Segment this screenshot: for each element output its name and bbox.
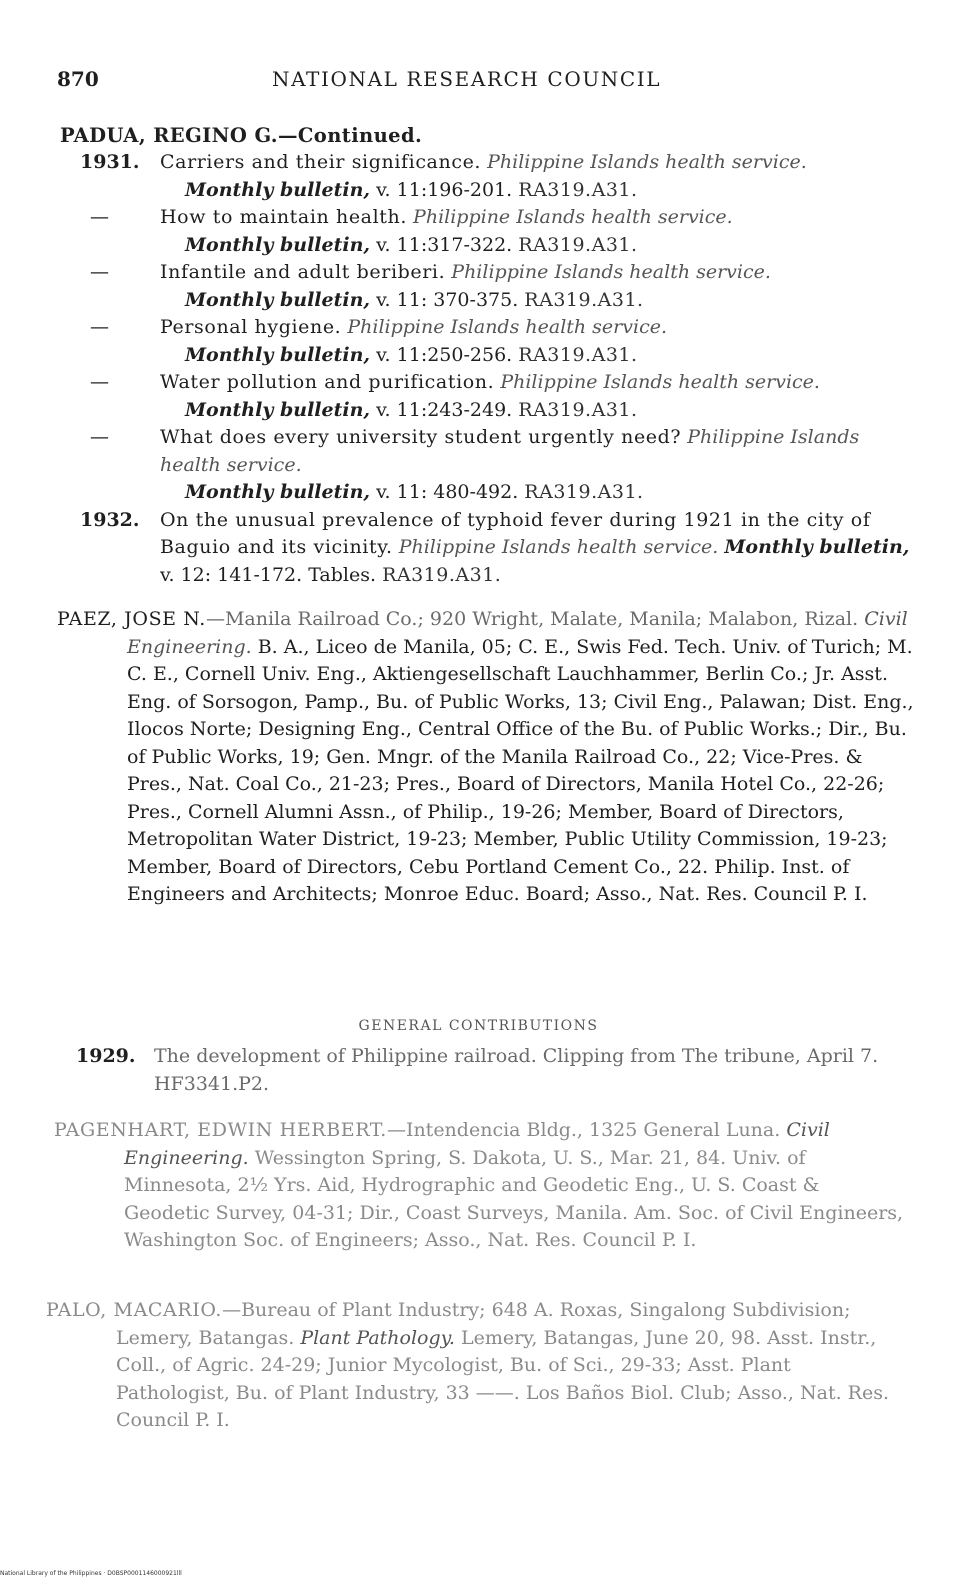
citation-entry — [80, 369, 920, 424]
citation-title: How to maintain health. — [160, 206, 407, 228]
person-field: Civil Engineering. — [124, 1119, 830, 1169]
citation-source: Philippine Islands health service. — [413, 206, 733, 228]
citation-serial: Monthly bulletin, — [185, 178, 371, 201]
citation-year: — — [90, 316, 109, 338]
citation-title: Infantile and adult beriberi. — [160, 261, 446, 283]
citation-callnumber: RA319.A31. — [518, 233, 638, 256]
person-name: PAEZ, JOSE N. — [57, 608, 206, 630]
paez-contributions — [76, 1043, 911, 1098]
citation-year: 1932. — [80, 508, 140, 531]
citation-callnumber: RA319.A31. — [518, 178, 638, 201]
citation-callnumber: RA319.A31. — [524, 481, 644, 503]
citation-callnumber: RA319.A31. — [524, 288, 644, 311]
citation-year: — — [90, 371, 109, 393]
citation-callnumber: RA319.A31. — [382, 563, 502, 586]
citation-details: v. 11:196-201. — [376, 178, 513, 201]
section-heading: GENERAL CONTRIBUTIONS — [358, 1018, 599, 1034]
person-address: —Manila Railroad Co.; 920 Wright, Malate, Manila; Malabon, Rizal. — [205, 608, 859, 630]
citation-serial: Monthly bulletin, — [185, 398, 371, 421]
citation-source: Philippine Islands health service. — [398, 536, 719, 558]
citation-callnumber: RA319.A31. — [518, 398, 638, 421]
citation-serial: Monthly bulletin, — [185, 343, 371, 366]
citation-details: v. 11:317-322. — [376, 233, 513, 256]
page-number: 870 — [57, 67, 99, 91]
citation-details: v. 12: 141-172. Tables. — [160, 563, 377, 586]
person-address: —Intendencia Bldg., 1325 General Luna. — [386, 1119, 781, 1141]
citation-entry — [80, 204, 920, 259]
footer-label: National Library of the Philippines · D0BSP0001146000921lll — [0, 1570, 182, 1577]
citation-serial: Monthly bulletin, — [185, 288, 371, 311]
person-address: —Bureau of Plant Industry; 648 A. Roxas, Singalong Subdivision; Lemery, Batangas. — [116, 1299, 851, 1349]
running-title: NATIONAL RESEARCH COUNCIL — [272, 67, 662, 91]
citation-details: v. 11: 480-492. — [376, 481, 519, 503]
citation-entry — [80, 507, 920, 590]
citation-details: v. 11:243-249. — [376, 398, 513, 421]
citation-callnumber: RA319.A31. — [518, 343, 638, 366]
citation-serial: Monthly bulletin, — [185, 233, 371, 256]
citation-source: Philippine Islands health service. — [500, 371, 820, 393]
citation-title: What does every university student urgently need? — [160, 426, 682, 448]
citation-entry — [80, 259, 920, 314]
citation-entry — [80, 424, 920, 507]
citation-title: Water pollution and purification. — [160, 371, 495, 393]
palo-entry — [46, 1297, 906, 1435]
contribution-year: 1929. — [76, 1045, 136, 1067]
padua-entries — [80, 149, 920, 589]
person-bio: B. A., Liceo de Manila, 05; C. E., Swis Fed. Tech. Univ. of Turich; M. C. E., Cornell Univ. Eng., Aktiengesellschaft Lauchhammer, Berlin Co.; Jr. Asst. Eng. of Sorsogon, Pamp., Bu. of Public Works, 13; Civil Eng., Palawan; Dist. Eng., Ilocos Norte; Designing Eng., Central Office of the Bu. of Public Works.; Dir., Bu. of Public Works, 19; Gen. Mngr. of the Manila Railroad Co., 22; Vice-Pres. & Pres., Nat. Coal Co., 21-23; Pres., Board of Directors, Manila Hotel Co., 22-26; Pres., Cornell Alumni Assn., of Philip., 19-26; Member, Board of Directors, Metropolitan Water District, 19-23; Member, Public Utility Commission, 19-23; Member, Board of Directors, Cebu Portland Cement Co., 22. Philip. Inst. of Engineers and Architects; Monroe Educ. Board; Asso., Nat. Res. Council P. I. — [127, 635, 914, 905]
person-name: PALO, MACARIO. — [46, 1299, 223, 1321]
padua-heading: PADUA, REGINO G.—Continued. — [60, 124, 423, 147]
person-field: Plant Pathology. — [300, 1326, 455, 1349]
contribution-entry — [76, 1043, 911, 1098]
citation-details: v. 11:250-256. — [376, 343, 513, 366]
person-bio: Lemery, Batangas, June 20, 98. Asst. Instr., Coll., of Agric. 24-29; Junior Mycologist, Bu. of Sci., 29-33; Asst. Plant Pathologist, Bu. of Plant Industry, 33 ——. Los Baños Biol. Club; Asso., Nat. Res. Council P. I. — [116, 1326, 890, 1431]
citation-title: Carriers and their significance. — [160, 151, 482, 173]
citation-year: — — [90, 261, 109, 283]
citation-details: v. 11: 370-375. — [376, 288, 519, 311]
citation-title: On the unusual prevalence of typhoid fever during 1921 in the city of Baguio and its vicinity. — [160, 508, 871, 558]
citation-year: 1931. — [80, 151, 140, 173]
citation-serial: Monthly bulletin, — [724, 536, 910, 558]
contribution-text: The development of Philippine railroad. Clipping from The tribune, April 7. HF3341.P2. — [154, 1045, 879, 1095]
citation-title: Personal hygiene. — [160, 316, 342, 338]
citation-entry — [80, 314, 920, 369]
citation-entry — [80, 149, 920, 204]
citation-year: — — [90, 206, 109, 228]
paez-entry — [57, 606, 917, 909]
citation-source: Philippine Islands health service. — [451, 261, 771, 283]
running-head — [57, 66, 917, 96]
citation-year: — — [90, 426, 109, 448]
citation-source: Philippine Islands health service. — [160, 426, 860, 476]
person-bio: Wessington Spring, S. Dakota, U. S., Mar. 21, 84. Univ. of Minnesota, 2½ Yrs. Aid, Hydrographic and Geodetic Eng., U. S. Coast & Geodetic Survey, 04-31; Dir., Coast Surveys, Manila. Am. Soc. of Civil Engineers, Washington Soc. of Engineers; Asso., Nat. Res. Council P. I. — [124, 1146, 904, 1251]
citation-source: Philippine Islands health service. — [347, 316, 667, 338]
citation-source: Philippine Islands health service. — [487, 151, 807, 173]
person-field: Civil Engineering. — [127, 608, 908, 658]
citation-serial: Monthly bulletin, — [185, 481, 371, 503]
pagenhart-entry — [54, 1117, 909, 1255]
person-name: PAGENHART, EDWIN HERBERT. — [54, 1119, 387, 1141]
